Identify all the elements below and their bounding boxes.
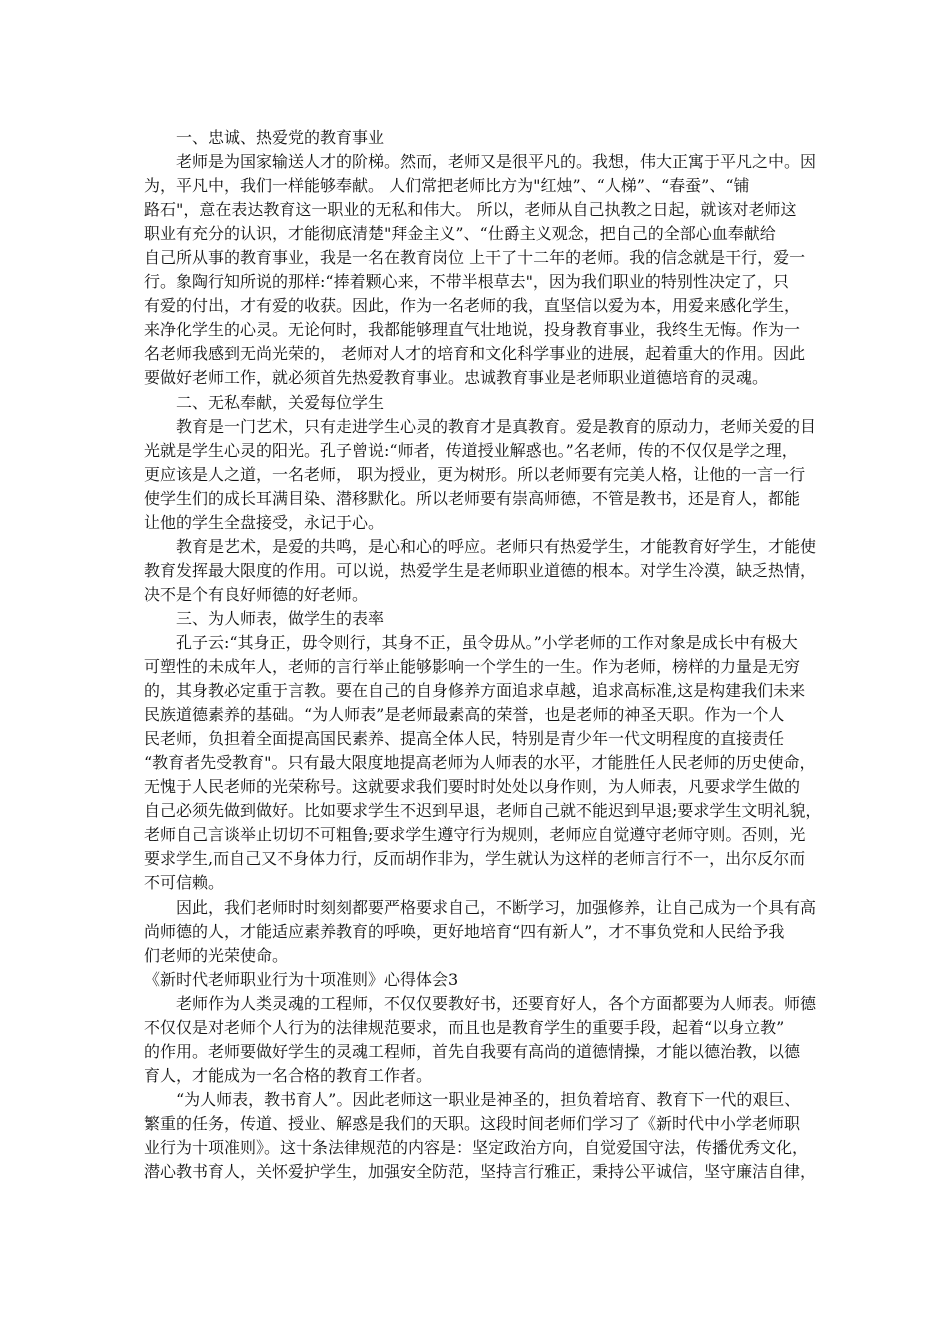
text-line: 职业有充分的认识，才能彻底清楚"拜金主义”、“仕爵主义观念，把自己的全部心血奉献给	[144, 224, 776, 244]
text-line: 繁重的任务，传道、授业、解惑是我们的天职。这段时间老师们学习了《新时代中小学老师职	[144, 1113, 801, 1133]
text-line: 尚师德的人，才能适应素养教育的呼唤，更好地培育“四有新人”，才不事负党和人民给予我	[144, 921, 785, 941]
paragraph	[144, 607, 834, 631]
paragraph	[144, 992, 834, 1088]
paragraph	[144, 968, 834, 992]
text-line: 一、忠诚、热爱党的教育事业	[144, 128, 385, 147]
text-line: 教育发挥最大限度的作用。可以说，热爱学生是老师职业道德的根本。对学生冷漠，缺乏热情，	[144, 560, 817, 580]
text-line: 业行为十项准则》。这十条法律规范的内容是：坚定政治方向，自觉爱国守法，传播优秀文化，	[144, 1137, 809, 1157]
paragraph	[144, 126, 834, 150]
text-line: 三、为人师表，做学生的表率	[144, 608, 385, 628]
text-line: 的，其身教必定重于言教。要在自己的自身修养方面追求卓越，追求高标准,这是构建我们未来	[144, 681, 806, 701]
text-line: 自己所从事的教育事业，我是一名在教育岗位 上干了十二年的老师。我的信念就是干行，爱一	[144, 248, 806, 268]
text-line: 老师自己言谈举止切切不可粗鲁;要求学生遵守行为规则，老师应自觉遵守老师守则。否则，光	[144, 825, 806, 845]
text-line: 育人，才能成为一名合格的教育工作者。	[144, 1065, 433, 1085]
text-line: 要做好老师工作，就必须首先热爱教育事业。忠诚教育事业是老师职业道德培育的灵魂。	[144, 368, 769, 388]
text-line: 为，平凡中，我们一样能够奉献。 人们常把老师比方为"红烛”、“人梯”、“春蚕”、“铺	[144, 176, 750, 196]
paragraph	[144, 1088, 834, 1184]
text-line: 民族道德素养的基础。“为人师表”是老师最素高的荣誉，也是老师的神圣天职。作为一个人	[144, 705, 785, 725]
text-line: 教育是一门艺术，只有走进学生心灵的教育才是真教育。爱是教育的原动力，老师关爱的目	[144, 416, 817, 436]
text-line: 名老师我感到无尚光荣的， 老师对人才的培育和文化科学事业的进展，起着重大的作用。因此	[144, 344, 806, 364]
text-line: 来净化学生的心灵。无论何时，我都能够理直气壮地说，投身教育事业，我终生无悔。作为一	[144, 320, 801, 340]
text-line: 无愧于人民老师的光荣称号。这就要求我们要时时处处以身作则，为人师表，凡要求学生做的	[144, 777, 801, 797]
paragraph	[144, 391, 834, 415]
text-line: 要求学生,而自己又不身体力行，反而胡作非为，学生就认为这样的老师言行不一，出尔反尔而	[144, 849, 806, 869]
text-line: 不可信赖。	[144, 873, 225, 893]
document-body	[144, 126, 834, 1184]
text-line: 的作用。老师要做好学生的灵魂工程师，首先自我要有高尚的道德情操，才能以德治教，以德	[144, 1041, 801, 1061]
text-line: 自己必须先做到做好。比如要求学生不迟到早退，老师自己就不能迟到早退;要求学生文明礼貌，	[144, 801, 822, 821]
text-line: 潜心教书育人，关怀爱护学生，加强安全防范，坚持言行雅正，秉持公平诚信，坚守廉洁自律，	[144, 1162, 817, 1182]
text-line: 们老师的光荣使命。	[144, 945, 289, 965]
text-line: 因此，我们老师时时刻刻都要严格要求自己，不断学习，加强修养，让自己成为一个具有高	[144, 897, 817, 917]
text-line: 路石"，意在表达教育这一职业的无私和伟大。 所以，老师从自己执教之日起，就该对老师这	[144, 200, 797, 220]
text-line: 老师作为人类灵魂的工程师，不仅仅要教好书，还要育好人，各个方面都要为人师表。师德	[144, 993, 817, 1013]
text-line: 《新时代老师职业行为十项准则》心得体会3	[144, 969, 459, 989]
text-line: 不仅仅是对老师个人行为的法律规范要求，而且也是教育学生的重要手段，起着“以身立教”	[144, 1017, 785, 1037]
text-line: 决不是个有良好师德的好老师。	[144, 584, 369, 604]
paragraph	[144, 631, 834, 896]
text-line: 教育是艺术，是爱的共鸣，是心和心的呼应。老师只有热爱学生，才能教育好学生，才能使	[144, 536, 817, 556]
text-line: 孔子云:“其身正，毋令则行，其身不正，虽令毋从。”小学老师的工作对象是成长中有极大	[144, 632, 798, 652]
text-line: 可塑性的未成年人，老师的言行举止能够影响一个学生的一生。作为老师，榜样的力量是无穷	[144, 657, 801, 677]
text-line: 使学生们的成长耳满目染、潜移默化。所以老师要有崇高师德，不管是教书，还是育人，都能	[144, 488, 801, 508]
paragraph	[144, 150, 834, 390]
paragraph	[144, 896, 834, 968]
paragraph	[144, 535, 834, 607]
text-line: 有爱的付出，才有爱的收获。因此，作为一名老师的我，直坚信以爱为本，用爱来感化学生，	[144, 296, 801, 316]
text-line: 老师是为国家输送人才的阶梯。然而，老师又是很平凡的。我想，伟大正寓于平凡之中。因	[144, 152, 817, 172]
text-line: 更应该是人之道，一名老师， 职为授业，更为树形。所以老师要有完美人格，让他的一言一行	[144, 464, 806, 484]
text-line: “教育者先受教育"。只有最大限度地提高老师为人师表的水平，才能胜任人民老师的历史使命，	[144, 753, 816, 773]
text-line: 让他的学生全盘接受，永记于心。	[144, 512, 385, 532]
text-line: 民老师，负担着全面提高国民素养、提高全体人民，特别是青少年一代文明程度的直接责任	[144, 729, 785, 749]
text-line: 二、无私奉献，关爱每位学生	[144, 392, 385, 412]
text-line: “为人师表，教书育人”。因此老师这一职业是神圣的，担负着培育、教育下一代的艰巨、	[144, 1089, 801, 1109]
text-line: 行。象陶行知所说的那样:“捧着颗心来，不带半根草去"，因为我们职业的特别性决定了，只	[144, 272, 789, 292]
text-line: 光就是学生心灵的阳光。孔子曾说:“师者，传道授业解惑也。”名老师，传的不仅仅是学之理，	[144, 440, 798, 460]
paragraph	[144, 415, 834, 535]
